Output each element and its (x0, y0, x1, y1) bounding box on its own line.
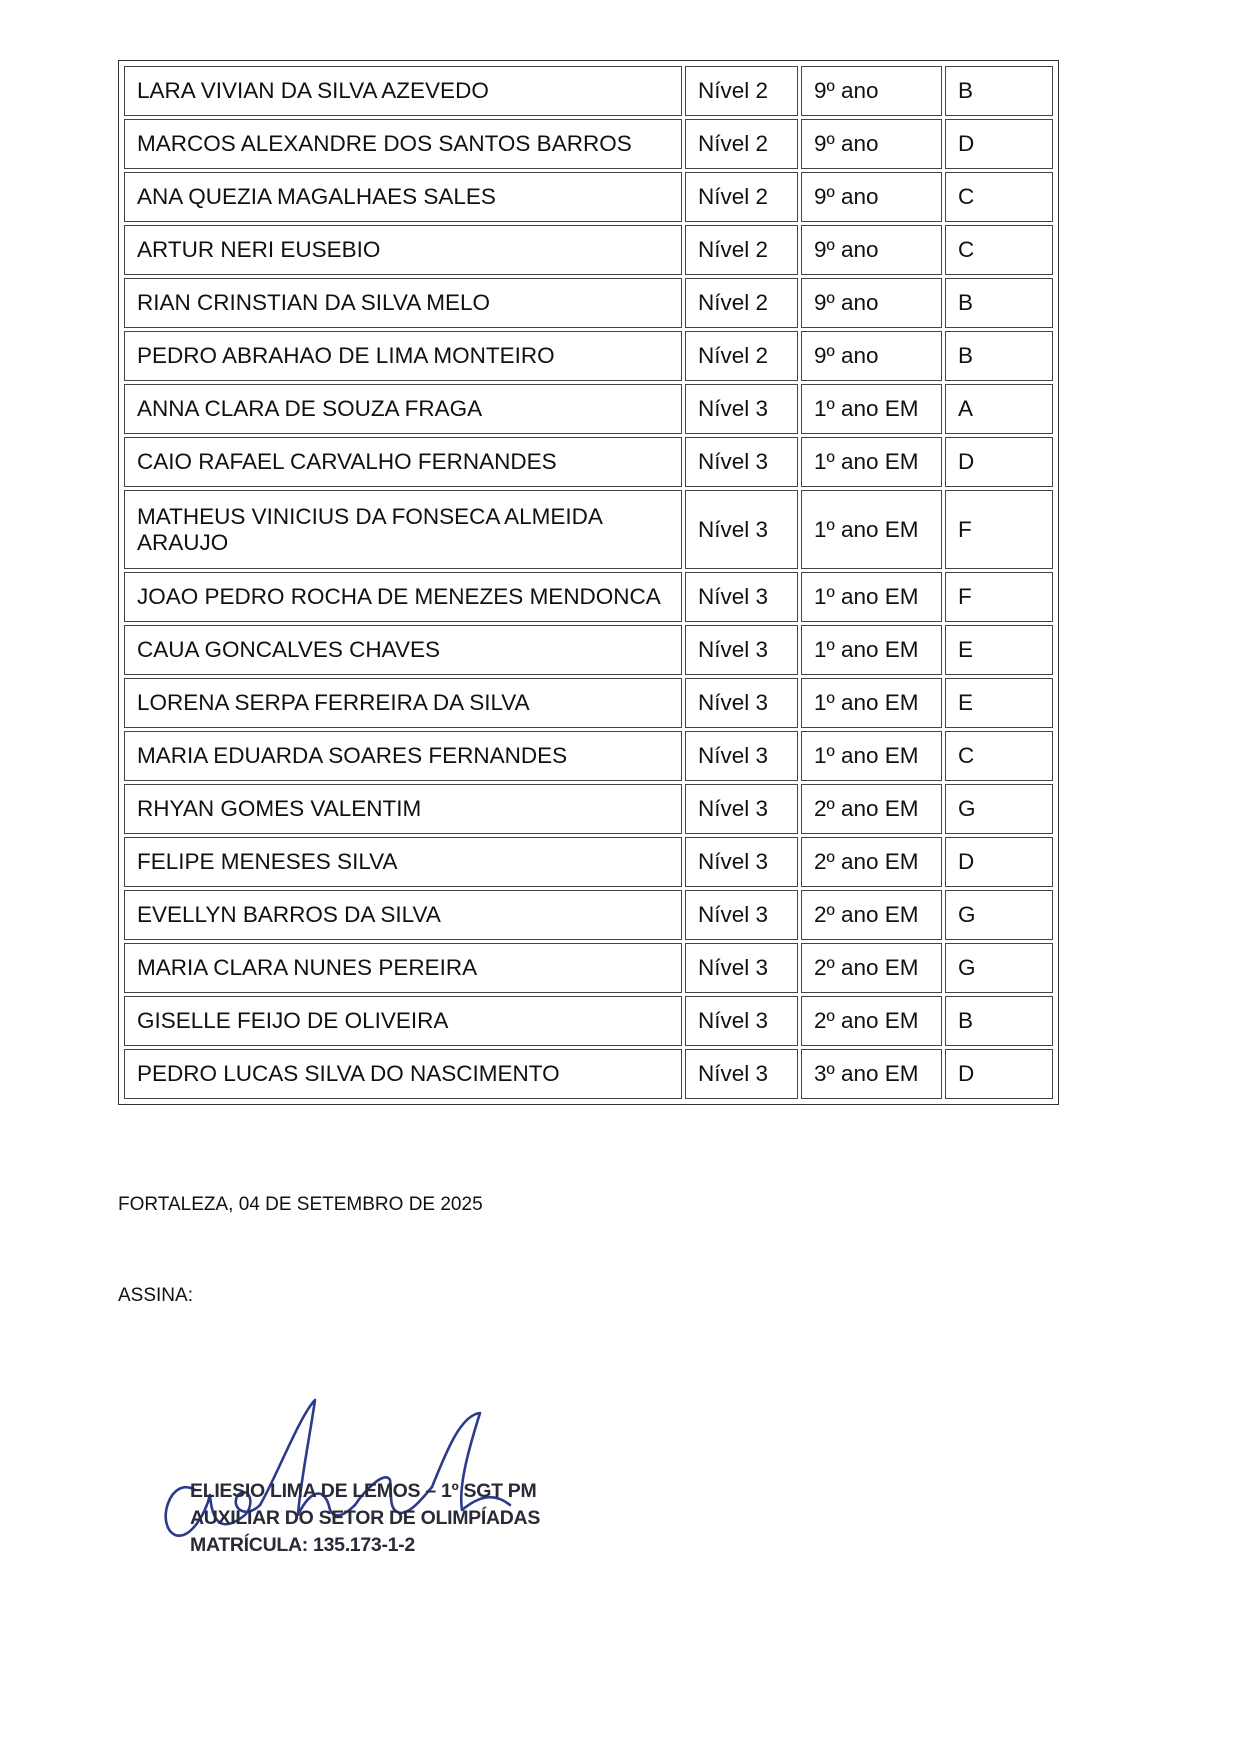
level-cell: Nível 2 (685, 119, 798, 169)
year-cell: 9º ano (801, 278, 942, 328)
class-cell: G (945, 890, 1053, 940)
student-name-cell: MARIA EDUARDA SOARES FERNANDES (124, 731, 682, 781)
class-cell: D (945, 437, 1053, 487)
student-name-cell: LORENA SERPA FERREIRA DA SILVA (124, 678, 682, 728)
class-cell: B (945, 331, 1053, 381)
level-cell: Nível 2 (685, 225, 798, 275)
class-cell: F (945, 490, 1053, 569)
student-name-cell: JOAO PEDRO ROCHA DE MENEZES MENDONCA (124, 572, 682, 622)
table-row (124, 278, 1053, 328)
level-cell: Nível 3 (685, 784, 798, 834)
class-cell: D (945, 119, 1053, 169)
student-name-cell: MATHEUS VINICIUS DA FONSECA ALMEIDA ARAUJO (124, 490, 682, 569)
signature-block (190, 1478, 540, 1559)
level-cell: Nível 3 (685, 572, 798, 622)
level-cell: Nível 2 (685, 66, 798, 116)
level-cell: Nível 2 (685, 331, 798, 381)
table-row (124, 943, 1053, 993)
student-name-cell: CAIO RAFAEL CARVALHO FERNANDES (124, 437, 682, 487)
level-cell: Nível 3 (685, 437, 798, 487)
year-cell: 9º ano (801, 225, 942, 275)
year-cell: 9º ano (801, 119, 942, 169)
level-cell: Nível 3 (685, 490, 798, 569)
year-cell: 2º ano EM (801, 837, 942, 887)
student-name-cell: ARTUR NERI EUSEBIO (124, 225, 682, 275)
student-name-cell: CAUA GONCALVES CHAVES (124, 625, 682, 675)
table-row (124, 784, 1053, 834)
class-cell: B (945, 996, 1053, 1046)
year-cell: 2º ano EM (801, 890, 942, 940)
year-cell: 9º ano (801, 331, 942, 381)
year-cell: 1º ano EM (801, 572, 942, 622)
table-row (124, 625, 1053, 675)
level-cell: Nível 3 (685, 837, 798, 887)
level-cell: Nível 3 (685, 996, 798, 1046)
student-name-cell: ANNA CLARA DE SOUZA FRAGA (124, 384, 682, 434)
date-line: FORTALEZA, 04 DE SETEMBRO DE 2025 (118, 1194, 483, 1215)
level-cell: Nível 3 (685, 890, 798, 940)
students-table-body (124, 66, 1053, 1099)
class-cell: A (945, 384, 1053, 434)
signer-name: ELIESIO LIMA DE LEMOS – 1º SGT PM (190, 1480, 537, 1502)
student-name-cell: PEDRO ABRAHAO DE LIMA MONTEIRO (124, 331, 682, 381)
table-row (124, 172, 1053, 222)
student-name-cell: RHYAN GOMES VALENTIM (124, 784, 682, 834)
table-row (124, 437, 1053, 487)
table-row (124, 66, 1053, 116)
table-row (124, 1049, 1053, 1099)
class-cell: C (945, 225, 1053, 275)
table-row (124, 890, 1053, 940)
class-cell: D (945, 1049, 1053, 1099)
student-name-cell: LARA VIVIAN DA SILVA AZEVEDO (124, 66, 682, 116)
year-cell: 9º ano (801, 172, 942, 222)
class-cell: G (945, 943, 1053, 993)
table-row (124, 490, 1053, 569)
level-cell: Nível 3 (685, 943, 798, 993)
class-cell: G (945, 784, 1053, 834)
student-name-cell: RIAN CRINSTIAN DA SILVA MELO (124, 278, 682, 328)
year-cell: 1º ano EM (801, 625, 942, 675)
student-name-cell: ANA QUEZIA MAGALHAES SALES (124, 172, 682, 222)
student-name-cell: PEDRO LUCAS SILVA DO NASCIMENTO (124, 1049, 682, 1099)
signer-id: MATRÍCULA: 135.173-1-2 (190, 1534, 415, 1556)
class-cell: E (945, 625, 1053, 675)
class-cell: B (945, 278, 1053, 328)
table-row (124, 731, 1053, 781)
class-cell: F (945, 572, 1053, 622)
year-cell: 2º ano EM (801, 943, 942, 993)
signer-role: AUXILIAR DO SETOR DE OLIMPÍADAS (190, 1507, 541, 1529)
year-cell: 2º ano EM (801, 996, 942, 1046)
class-cell: C (945, 731, 1053, 781)
level-cell: Nível 2 (685, 278, 798, 328)
year-cell: 1º ano EM (801, 384, 942, 434)
student-name-cell: MARCOS ALEXANDRE DOS SANTOS BARROS (124, 119, 682, 169)
class-cell: B (945, 66, 1053, 116)
table-row (124, 331, 1053, 381)
sign-label: ASSINA: (118, 1285, 193, 1306)
student-name-cell: FELIPE MENESES SILVA (124, 837, 682, 887)
table-row (124, 837, 1053, 887)
class-cell: D (945, 837, 1053, 887)
year-cell: 1º ano EM (801, 678, 942, 728)
student-name-cell: GISELLE FEIJO DE OLIVEIRA (124, 996, 682, 1046)
year-cell: 1º ano EM (801, 731, 942, 781)
table-row (124, 572, 1053, 622)
year-cell: 9º ano (801, 66, 942, 116)
year-cell: 2º ano EM (801, 784, 942, 834)
level-cell: Nível 3 (685, 731, 798, 781)
year-cell: 1º ano EM (801, 437, 942, 487)
student-name-cell: EVELLYN BARROS DA SILVA (124, 890, 682, 940)
level-cell: Nível 2 (685, 172, 798, 222)
table-row (124, 996, 1053, 1046)
level-cell: Nível 3 (685, 1049, 798, 1099)
class-cell: C (945, 172, 1053, 222)
class-cell: E (945, 678, 1053, 728)
level-cell: Nível 3 (685, 678, 798, 728)
table-row (124, 384, 1053, 434)
table-row (124, 225, 1053, 275)
year-cell: 1º ano EM (801, 490, 942, 569)
level-cell: Nível 3 (685, 384, 798, 434)
year-cell: 3º ano EM (801, 1049, 942, 1099)
table-row (124, 119, 1053, 169)
table-row (124, 678, 1053, 728)
level-cell: Nível 3 (685, 625, 798, 675)
students-table (118, 60, 1059, 1105)
student-name-cell: MARIA CLARA NUNES PEREIRA (124, 943, 682, 993)
